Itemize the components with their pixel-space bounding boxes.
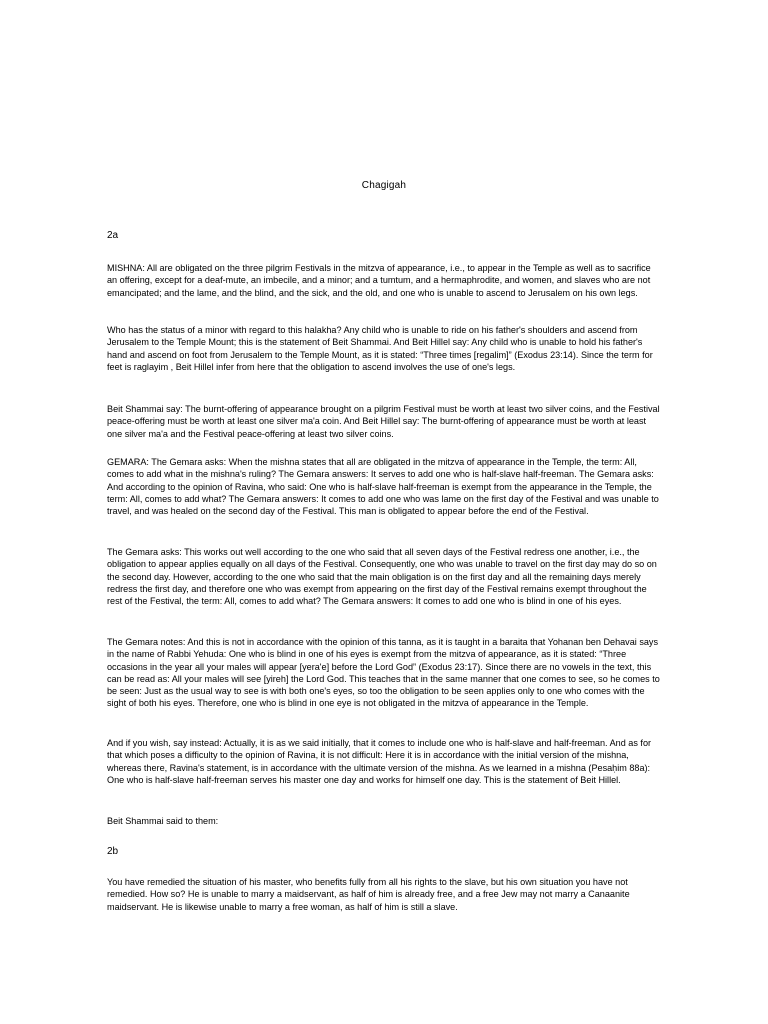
tanna-paragraph: The Gemara notes: And this is not in accordance with the opinion of this tanna, as it is taught in a baraita that Yohanan ben Dehavai says in the name of Rabbi Yehuda: One who is blind in one of his eyes is exempt from the mitzva of appearance, as it is stated: “Three occasions in the year all your males will appear [yera'e] before the Lord God” (Exodus 23:17). Since there are no vowels in the text, this can be read as: All your males will see [yireh] the Lord God. This teaches that in the same manner that one comes to see, so he comes to be seen: Just as the usual way to see is with both one's eyes, so too the obligation to be seen applies only to one who comes with the sight of both his eyes. Therefore, one who is blind in one eye is not obligated in the mitzva of appearance in the Temple. — [107, 637, 660, 709]
said-to-them-paragraph: Beit Shammai said to them: — [107, 816, 219, 826]
gemara-paragraph: GEMARA: The Gemara asks: When the mishna states that all are obligated in the mitzva of appearance in the Temple, the term: All, comes to add what in the mishna's ruling? The Gemara answers: It serves to add one who is half-slave half-freeman. The Gemara asks: And according to the opinion of Ravina, who said: One who is half-slave half-freeman is exempt from the appearance in the Temple, the term: All, comes to add what? The Gemara answers: It comes to add one who was lame on the first day of the Festival and was unable to travel, and was healed on the second day of the Festival. This man is obligated to appear before the end of the Festival. — [107, 457, 659, 517]
document-title: Chagigah — [361, 180, 407, 191]
if-you-wish-paragraph: And if you wish, say instead: Actually, it is as we said initially, that it comes to include one who is half-slave and half-freeman. And as for that which poses a difficulty to the opinion of Ravina, it is not difficult: Here it is in accordance with the initial version of the mishna, whereas there, Ravina's statement, is in accordance with the ultimate version of the mishna. As we learned in a mishna (Pesaḥim 88a): One who is half-slave half-freeman serves his master one day and works for himself one day. This is the statement of Beit Hillel. — [107, 738, 652, 785]
seven-days-paragraph: The Gemara asks: This works out well according to the one who said that all seven days of the Festival redress one another, i.e., the obligation to appear applies equally on all days of the Festival. Consequently, one who was unable to travel on the first day may do so on the second day. However, according to the one who said that the main obligation is on the first day and all the remaining days merely redress the first day, and therefore one who was exempt from appearing on the first day of the Festival remains exempt throughout the rest of the Festival, the term: All, comes to add what? The Gemara answers: It comes to add one who is blind in one of his eyes. — [107, 547, 657, 607]
daf-label-2a: 2a — [107, 230, 119, 241]
remedied-paragraph: You have remedied the situation of his master, who benefits fully from all his rights to the slave, but his own situation you have not remedied. How so? He is unable to marry a maidservant, as half of him is already free, and a free Jew may not marry a Canaanite maidservant. He is likewise unable to marry a free woman, as half of him is still a slave. — [107, 877, 630, 912]
daf-label-2b: 2b — [107, 846, 119, 857]
halakha-paragraph: Who has the status of a minor with regard to this halakha? Any child who is unable to ride on his father's shoulders and ascend from Jerusalem to the Temple Mount; this is the statement of Beit Shammai. And Beit Hillel say: Any child who is unable to hold his father's hand and ascend on foot from Jerusalem to the Temple Mount, as it is stated: “Three times [regalim]” (Exodus 23:14). Since the term for feet is raglayim , Beit Hillel infer from here that the obligation to ascend involves the use of one's legs. — [107, 325, 653, 372]
mishna-paragraph: MISHNA: All are obligated on the three pilgrim Festivals in the mitzva of appearance, i.e., to appear in the Temple as well as to sacrifice an offering, except for a deaf-mute, an imbecile, and a minor; and a tumtum, and a hermaphrodite, and women, and slaves who are not emancipated; and the lame, and the blind, and the sick, and the old, and one who is unable to ascend to Jerusalem on his own legs. — [107, 263, 651, 298]
beit-shammai-paragraph: Beit Shammai say: The burnt-offering of appearance brought on a pilgrim Festival must be worth at least two silver coins, and the Festival peace-offering must be worth at least one silver ma'a coin. And Beit Hillel say: The burnt-offering of appearance must be worth at least one silver ma'a and the Festival peace-offering at least two silver coins. — [107, 404, 660, 439]
